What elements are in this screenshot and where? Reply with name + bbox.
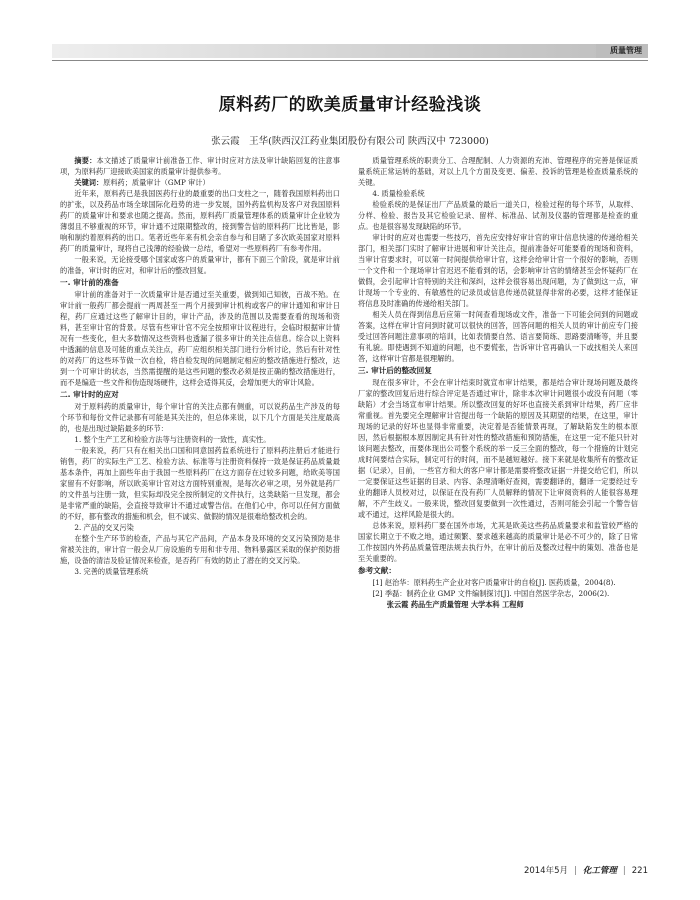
author-bio: 张云霞 药品生产质量管理 大学本科 工程师 bbox=[386, 600, 524, 609]
header-rule bbox=[52, 60, 648, 61]
keywords-label: 关键词： bbox=[74, 178, 104, 187]
body-paragraph: 一般来说，药厂只有在相关出口国和同意国药监系统进行了原料药注册后才能进行销售，药厂的实际生产工艺、检验方法、标准等与注册资料保持一致是保证药品质量最基本条件，再加上面些年由于我国一些原料药厂在这方面存在过较多问题，给欧美等国家留有不好影响，所以欧美审计官对这方面特别重视，是每次必审之项，另外就是药厂的文件虽与注册一致，但实际却没完全按所制定的文件执行，这类缺陷一旦发现，都会是非常严重的缺陷，会直接导致审计不通过或警告信。在他们心中，你可以任何方面做的不好，都有整改的措施和机会，但不诚实、做假的情况是很难给整改机会的。 bbox=[60, 446, 340, 521]
body-paragraph: 现在很多审计，不会在审计结束时就宣布审计结果，都是结合审计现场问题及最终厂家的整改回复后进行综合评定是否通过审计，除非本次审计问题很小或没有问题（零缺陷）才会当场宣布审计结果。所以整改回复的好坏也直接关系到审计结果，药厂应非常重视。首先要完全理解审计官提出每一个缺陷的原因及其期望的结果，在这里，审计现场的记录的好坏也显得非常重要，决定着是否能情景再现，了解缺陷发生的根本原因，然后根据根本原因制定具有针对性的整改措施和预防措施，在这里一定不能只针对该问题去整改，而要体现出公司整个系统的举一反三全面的整改，每一个措施的计划完成时间要结合实际，制定可行的时间，而不是越短越好。接下来就是收集所有的整改证据（记录），目前，一些官方和大的客户审计都是需要将整改证据一并提交给它们，所以一定要保证这些证据的目录、内容、条理清晰好查阅，需要翻译的，翻译一定要经过专业的翻译人员校对过，以保证在没有药厂人员解释的情况下让审阅资料的人能很容易理解，不产生歧义。一般来说，整改回复要做到一次性通过，否则可能会引起一个警告信或不通过，这样风险是很大的。 bbox=[358, 378, 638, 519]
left-column bbox=[60, 155, 340, 840]
intro-paragraph: 近年来，原料药已是我国医药行业的最重要的出口支柱之一，随着我国原料药出口的扩张，以及药品市场全球国际化趋势的进一步发展，国外药监机构及客户对我国原料药厂的质量审计和要求也随之提高。然而，原料药厂质量管理体系的质量审计企业较为薄弱且不够重视的环节，审计通不过限期整改的，接到警告信的原料药厂比比皆是，影响和制约着原料药的出口。笔者近些年来有机会亲自参与和目睹了多次欧美国家对原料药厂的质量审计，现将自己浅薄的经验做一总结，希望对一些原料药厂有参考作用。 bbox=[60, 189, 340, 253]
section-heading: 三. 审计后的整改回复 bbox=[358, 366, 432, 375]
body-paragraph: 总体来说，原料药厂要在国外市场，尤其是欧美这些药品质量要求和监管较严格的国家长期立于不败之地，通过频繁、要求越来越高的质量审计是必不可少的，除了日常工作按国内外药品质量管理法规去执行外，在审计前后及整改过程中的策划、准备也是至关重要的。 bbox=[358, 521, 638, 563]
footer-separator: | bbox=[574, 866, 577, 876]
header-band bbox=[52, 44, 648, 58]
references-heading: 参考文献： bbox=[358, 566, 396, 575]
section-heading: 一. 审计前的准备 bbox=[60, 278, 119, 287]
reference-item: [2] 季磊：制药企业 GMP 文件编制探讨[J]. 中国自然医学杂志，2006(2). bbox=[372, 589, 610, 598]
reference-item: [1] 赵治华：原料药生产企业对客户质量审计的自检[J]. 医药质量，2004(8). bbox=[372, 578, 616, 587]
abstract-text: 本文描述了质量审计前准备工作、审计时应对方法及审计缺陷回复的注意事项，为原料药厂迎接欧美国家的质量审计提供参考。 bbox=[60, 156, 340, 176]
list-item: 2. 产品的交叉污染 bbox=[74, 523, 134, 532]
footer-separator: | bbox=[622, 866, 626, 876]
page-footer bbox=[524, 864, 648, 876]
journal-brand: 化工管理 bbox=[582, 866, 617, 876]
page-number: 221 bbox=[631, 866, 648, 876]
body-paragraph: 审计时的应对也需要一些技巧，首先应安排好审计官的审计信息快速的传递给相关部门，相关部门实时了解审计进展和审计关注点，提前准备好可能要看的现场和资料，当审计官要求时，可以第一时间提供给审计官，这样会给审计官一个很好的影响，否则一个文件和一个现场审计官迟迟不能看到的话，会影响审计官的情绪甚至会怀疑药厂在做假，会引起审计官特别的关注和深纠，这样会很容易出现问题，为了做到这一点，审计现场一个专业的、有敏感性的记录员或信息传递员就显得非常的必要，这样才能保证将信息及时准确的传递给相关部门。 bbox=[358, 233, 638, 308]
body-paragraph: 相关人员在得到信息后应第一时间查看现场或文件，准备一下可能会问到的问题或答案，这样在审计官问到时就可以很快的回答，回答问题的相关人员的审计前应专门接受过回答问题注意事项的培训，比如表情要自然、语言要简练、思路要清晰等，并且要有礼貌。即使遇到不知道的问题，也不要慌张，告诉审计官再确认一下或找相关人来回答，这样审计官都是很理解的。 bbox=[358, 310, 638, 363]
body-paragraph: 检验系统的是保证出厂产品质量的最后一道关口，检验过程的每个环节，从取样、分样、检验、报告及其它检验记录、留样、标准品、试剂及仪器的管理都是检查的重点。也是很容易发现缺陷的环节。 bbox=[358, 200, 638, 231]
issue-date: 2014年5月 bbox=[523, 866, 568, 876]
list-item: 1. 整个生产工艺和检验方法等与注册资料的一致性，真实性。 bbox=[74, 435, 271, 444]
body-paragraph: 审计前的准备对于一次质量审计是否通过至关重要，做到知己知彼，百战不殆。在审计前一般药厂都会提前一两周甚至一两个月接到审计机构或客户的审计通知和审计日程，药厂应通过这些了解审计目的，审计产品，涉及的范围以及需要查看的现场和资料，甚至审计官的背景。尽管有些审计官不完全按照审计议程进行，会临时根据审计情况有一些变化，但大多数情况这些资料也透漏了很多审计的关注点信息。综合以上资料中透漏的信息及可能的重点关注点，药厂应组织相关部门进行分析讨论，然后有针对性的对药厂的这些环节做一次自检，将自检发现的问题制定相应的整改措施进行整改，达到一个可审计的状态，当然需提醒的是这些问题的整改必须是按正确的整改措施进行，而不是编造一些文件和伪造现场硬件，这样会适得其反，会增加更大的审计风险。 bbox=[60, 290, 340, 387]
article-title: 原料药厂的欧美质量审计经验浅谈 bbox=[218, 95, 482, 115]
article-authors: 张云霞 王华(陕西汉江药业集团股份有限公司 陕西汉中 723000) bbox=[211, 136, 489, 147]
list-item: 3. 完善的质量管理系统 bbox=[74, 567, 149, 576]
keywords bbox=[60, 177, 340, 188]
abstract bbox=[60, 155, 340, 177]
section-tag: 质量管理 bbox=[596, 44, 648, 58]
section-heading: 二. 审计时的应对 bbox=[60, 390, 119, 399]
body-paragraph: 质量管理系统的职责分工、合理配制、人力资源的充沛、管理程序的完善是保证质量系统正常运转的基础，对以上几个方面及变更、偏差、投诉的管理是检查质量系统的关键。 bbox=[358, 156, 638, 187]
body-paragraph: 在整个生产环节的检查，产品与其它产品间，产品本身及环境的交叉污染预防是非常被关注的，审计官一般会从厂房设施的专用和非专用、物料暴露区采取的保护预防措施，设备的清洁及验证情况来检查，是否药厂有效的防止了潜在的交叉污染。 bbox=[60, 534, 340, 565]
body-paragraph: 对于原料药的质量审计，每个审计官的关注点都有侧重，可以说药品生产涉及的每个环节和每份文件记录都有可能是其关注的，但总体来说，以下几个方面是关注度最高的，也是出现过缺陷最多的环节： bbox=[60, 402, 340, 433]
intro-paragraph: 一般来说，无论接受哪个国家或客户的质量审计，都有下面三个阶段，就是审计前的准备，审计时的应对，和审计后的整改回复。 bbox=[60, 255, 340, 275]
abstract-label: 摘要： bbox=[74, 156, 97, 165]
keywords-text: 原料药；质量审计（GMP 审计） bbox=[103, 178, 210, 187]
right-column bbox=[358, 155, 638, 845]
list-item: 4. 质量检验系统 bbox=[372, 189, 425, 198]
